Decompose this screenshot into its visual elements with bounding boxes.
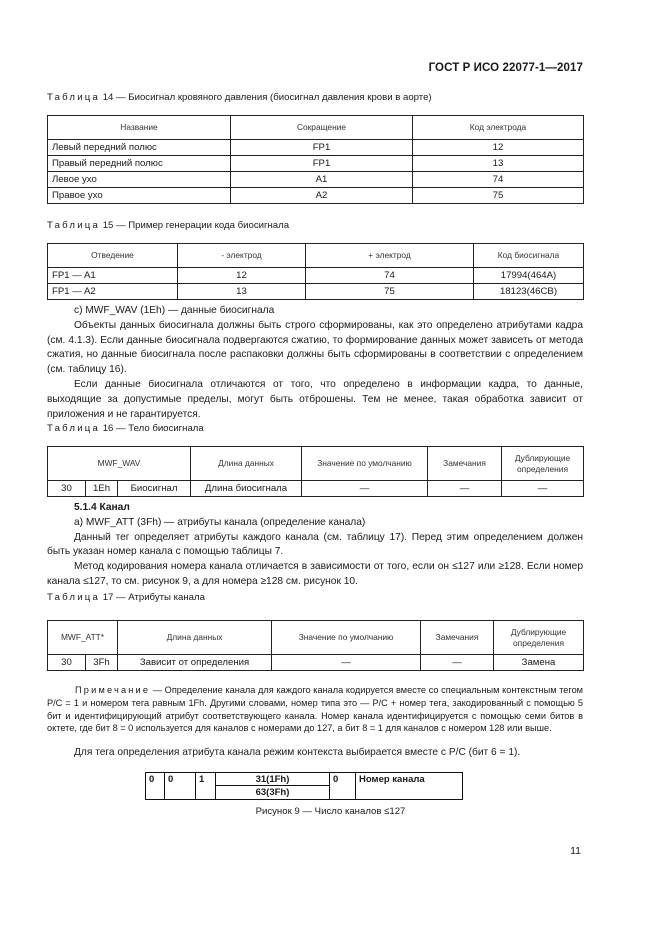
table17-header-row — [48, 621, 584, 655]
table17-cell: 30 — [48, 655, 86, 671]
table14-cell: A2 — [231, 188, 413, 204]
table15-header-lead: Отведение — [48, 244, 178, 268]
table14 — [47, 115, 584, 204]
table16-cell: 1Eh — [86, 481, 118, 497]
table16-header-tag: MWF_WAV — [48, 447, 191, 481]
table16-cell: — — [428, 481, 502, 497]
figure9-bit-cell: 0 — [330, 773, 356, 799]
table16-header-remarks: Замечания — [428, 447, 502, 481]
table15-header-row — [48, 244, 584, 268]
section-c-paragraph-1: Объекты данных биосигнала должны быть строго сформированы, как это определено атрибутами кадра (см. 4.1.3). Если данные биосигнала подвергаются сжатию, то формирование данных может зависеть от метода сжатия, но данные биосигнала после распаковки должны быть сформированы в соответствии с определением (см. таблицу 16). — [47, 319, 583, 376]
table15-cell: FP1 — A1 — [48, 268, 178, 284]
table14-cell: Правый передний полюс — [48, 156, 231, 172]
closing-paragraph — [47, 746, 583, 761]
table16-header-default: Значение по умолчанию — [302, 447, 428, 481]
table15-caption — [47, 220, 289, 231]
table-row — [48, 172, 584, 188]
table17-caption-word: Таблица — [47, 592, 101, 603]
table14-cell: FP1 — [231, 140, 413, 156]
table17-header-default: Значение по умолчанию — [272, 621, 421, 655]
table14-header-abbr: Сокращение — [231, 116, 413, 140]
table16-header-length: Длина данных — [191, 447, 302, 481]
table15-header-code: Код биосигнала — [474, 244, 584, 268]
table15-header-minus: - электрод — [178, 244, 306, 268]
table15-cell: 75 — [306, 284, 474, 300]
table14-header-code: Код электрода — [413, 116, 584, 140]
table16-caption-text: 16 — Тело биосигнала — [102, 423, 204, 434]
section-514-paragraph-1: Данный тег определяет атрибуты каждого канала (см. таблицу 17). Перед этим определением должен быть указан номер канала с помощью таблицы 7. — [47, 531, 583, 558]
table14-header-name: Название — [48, 116, 231, 140]
table14-cell: FP1 — [231, 156, 413, 172]
figure9-channel-cell: Номер канала — [359, 774, 425, 785]
table16-cell: — — [302, 481, 428, 497]
table14-header-row — [48, 116, 584, 140]
figure9-tag-bottom: 63(3Fh) — [255, 787, 290, 798]
table17-cell: Зависит от определения — [118, 655, 272, 671]
table14-cell: 13 — [413, 156, 584, 172]
table14-cell: 75 — [413, 188, 584, 204]
table15-caption-word: Таблица — [47, 220, 101, 231]
table15-cell: FP1 — A2 — [48, 284, 178, 300]
table-row — [48, 268, 584, 284]
figure9-bit-cell: 1 — [196, 773, 216, 799]
table16-caption-word: Таблица — [47, 423, 101, 434]
table14-caption-text: 14 — Биосигнал кровяного давления (биосигнал давления крови в аорте) — [102, 92, 432, 103]
table15-cell: 74 — [306, 268, 474, 284]
document-header: ГОСТ Р ИСО 22077-1—2017 — [428, 62, 583, 74]
table16-cell: Биосигнал — [118, 481, 191, 497]
table17-header-length: Длина данных — [118, 621, 272, 655]
table17-cell: — — [421, 655, 494, 671]
table-row — [48, 156, 584, 172]
table-row — [48, 284, 584, 300]
table14-cell: Левое ухо — [48, 172, 231, 188]
figure9-bit-cell: 0 — [165, 773, 196, 799]
closing-paragraph-text: Для тега определения атрибута канала режим контекста выбирается вместе с P/C (бит 6 = 1). — [74, 747, 521, 758]
table17 — [47, 620, 584, 671]
table15-cell: 13 — [178, 284, 306, 300]
table17-header-duplicate: Дублирующие определения — [494, 621, 584, 655]
table14-caption — [47, 92, 432, 103]
table16-caption — [47, 423, 204, 434]
table15-cell: 18123(46CB) — [474, 284, 584, 300]
table14-cell: Правое ухо — [48, 188, 231, 204]
table14-cell: A1 — [231, 172, 413, 188]
table14-cell: 74 — [413, 172, 584, 188]
table16-cell: — — [502, 481, 584, 497]
figure9-tag-top: 31(1Fh) — [216, 773, 329, 786]
table-row — [48, 188, 584, 204]
table15-caption-text: 15 — Пример генерации кода биосигнала — [102, 220, 290, 231]
table17-cell: — — [272, 655, 421, 671]
figure9-bit-cell: 0 — [146, 773, 165, 799]
section-514-paragraph-2: Метод кодирования номера канала отличается в зависимости от того, если он ≤127 или ≥128. Если номер канала ≤127, то см. рисунок 9, а для номера ≥128 см. рисунок 10. — [47, 561, 583, 587]
table15-cell: 12 — [178, 268, 306, 284]
table16 — [47, 446, 584, 497]
table15-header-plus: + электрод — [306, 244, 474, 268]
figure9-bit-diagram — [145, 772, 463, 800]
note — [47, 684, 583, 735]
table17-caption-text: 17 — Атрибуты канала — [102, 592, 205, 603]
table16-cell: 30 — [48, 481, 86, 497]
table-row — [48, 481, 584, 497]
table14-cell: Левый передний полюс — [48, 140, 231, 156]
section-c-heading: c) MWF_WAV (1Eh) — данные биосигнала — [74, 305, 275, 316]
note-label: Примечание — [75, 685, 151, 695]
table15-cell: 17994(464A) — [474, 268, 584, 284]
table17-cell: 3Fh — [86, 655, 118, 671]
table14-caption-word: Таблица — [47, 92, 101, 103]
section-c-paragraph-2: Если данные биосигнала отличаются от того, что определено в информации кадра, то данные, выходящие за допустимые пределы, могут быть отброшены. Тем не менее, такая обработка зависит от приложения и не гарантируется. — [47, 378, 583, 420]
table15 — [47, 243, 584, 300]
table16-cell: Длина биосигнала — [191, 481, 302, 497]
section-c — [47, 304, 583, 422]
table17-header-tag: MWF_ATT* — [48, 621, 118, 655]
section-514-heading: 5.1.4 Канал — [74, 502, 130, 513]
table16-header-duplicate: Дублирующие определения — [502, 447, 584, 481]
table-row — [48, 140, 584, 156]
note-paragraph — [47, 684, 583, 735]
note-text: — Определение канала для каждого канала кодируется вместе со специальным контекстным тегом P/C = 1 и номером тега равным 1Fh. Другими словами, номер типа это — P/C + номер тега, закодированный с помощью 5 бит и идентифицирующий атрибут соответствующего канала. Номер канала идентифицируется с помощью семи битов в октете, где бит 8 = 0 используется для каналов с номерами до 127, а бит 8 = 1 для каналов с номером 128 или выше. — [47, 685, 583, 734]
figure9-caption: Рисунок 9 — Число каналов ≤127 — [255, 806, 406, 817]
page-number: 11 — [570, 845, 581, 857]
figure9-tag-cell — [216, 773, 330, 799]
table14-cell: 12 — [413, 140, 584, 156]
table-row — [48, 655, 584, 671]
section-514 — [47, 501, 583, 590]
table17-cell: Замена — [494, 655, 584, 671]
section-514-subheading: a) MWF_ATT (3Fh) — атрибуты канала (определение канала) — [74, 516, 366, 528]
table16-header-row — [48, 447, 584, 481]
table17-caption — [47, 592, 205, 603]
table17-header-remarks: Замечания — [421, 621, 494, 655]
